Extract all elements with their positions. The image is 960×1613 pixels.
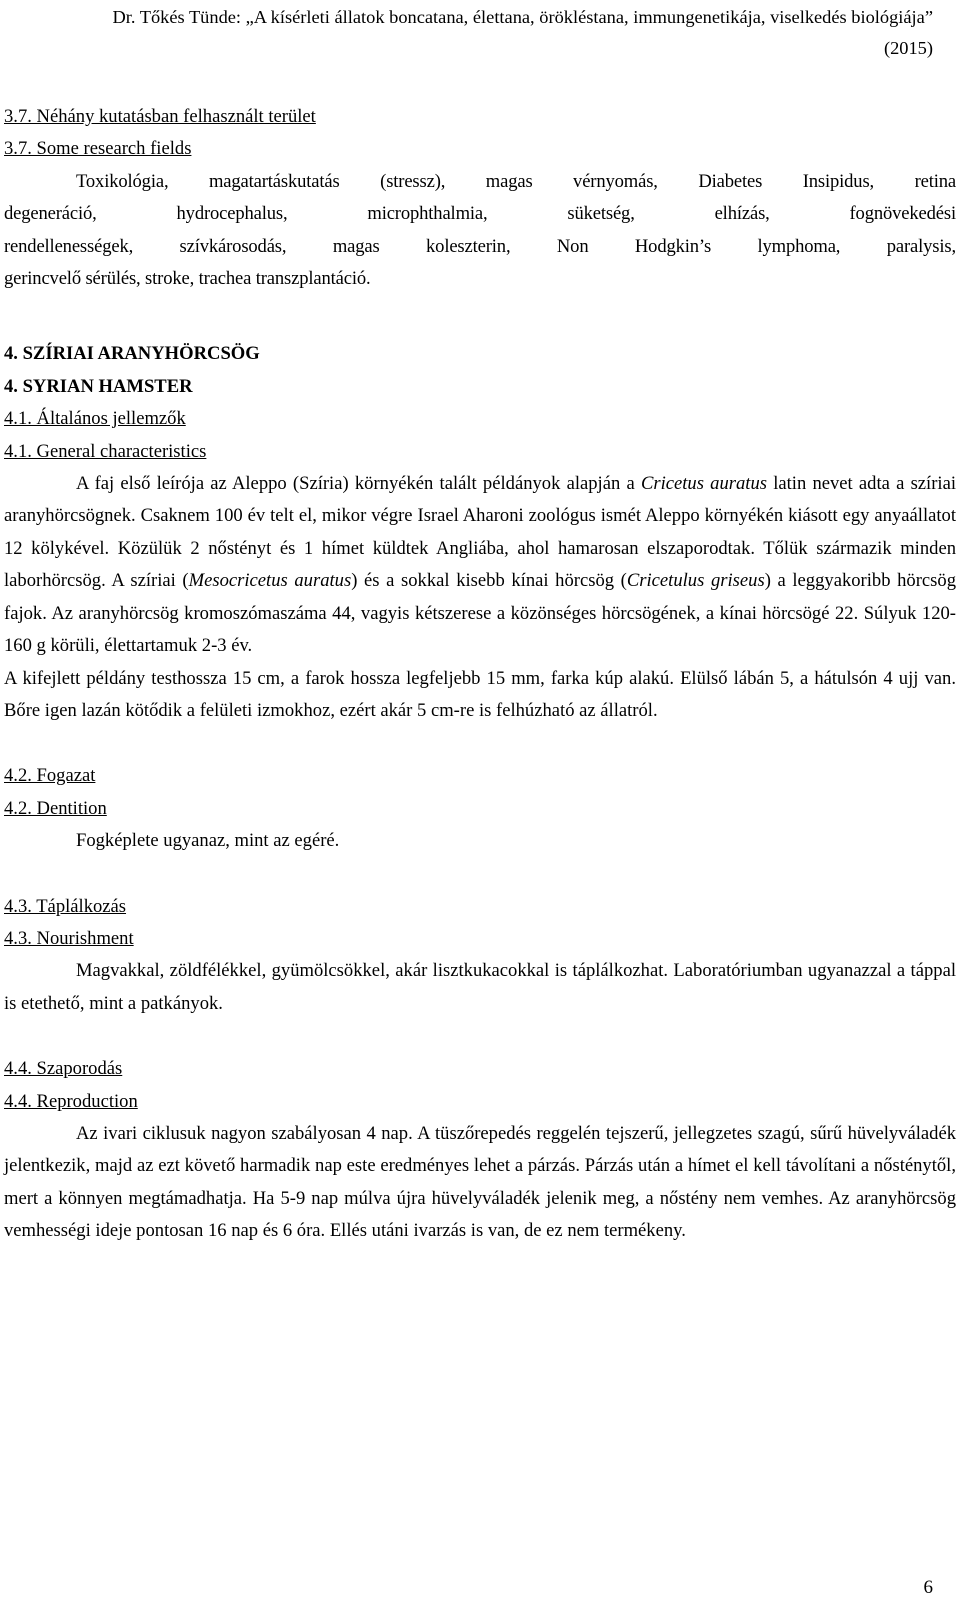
p1-part-a: A faj első leírója az Aleppo (Szíria) környékén talált példányok alapján a [76, 473, 641, 495]
page-number: 6 [923, 1577, 933, 1598]
header-line-2: (2015) [883, 38, 933, 58]
chapter-4-title-en: 4. SYRIAN HAMSTER [4, 375, 193, 397]
page-content [4, 101, 956, 1248]
reproduction-paragraph: Az ivari ciklusuk nagyon szabályosan 4 nap. A tüszőrepedés reggelén tejszerű, jellegzetes szagú, sűrű hüvelyváladék jelentkezik, majd az ezt követő harmadik nap este eredményes lehet a párzás. Párzás után a hímet el kell távolítani a nősténytől, mert a könnyen megtámadhatja. Ha 5-9 nap múlva újra hüvelyváladék jelenik meg, a nőstény nem vemhes. Az aranyhörcsög vemhességi ideje pontosan 16 nap és 6 óra. Ellés utáni ivarzás is van, de ez nem termékeny. [4, 1122, 956, 1242]
section-4-1-title-hu: 4.1. Általános jellemzők [4, 408, 186, 430]
section-3-7-title-hu: 3.7. Néhány kutatásban felhasznált terület [4, 106, 316, 127]
p1-part-c: ) és a sokkal kisebb kínai hörcsög ( [351, 570, 627, 592]
running-header [13, 2, 933, 64]
research-fields-line-3: rendellenességek, szívkárosodás, magas koleszterin, Non Hodgkin’s lymphoma, paralysis, [4, 235, 956, 257]
research-fields-line-2: degeneráció, hydrocephalus, microphthalmia, süketség, elhízás, fognövekedési [4, 203, 956, 225]
nourishment-paragraph: Magvakkal, zöldfélékkel, gyümölcsökkel, akár lisztkukacokkal is táplálkozhat. Laboratóriumban ugyanazzal a táppal is etethető, mint a patkányok. [4, 960, 956, 1014]
section-4-2-title-hu: 4.2. Fogazat [4, 765, 96, 787]
p1-part-b: latin nevet adta a szíriai aranyhörcsögnek. Csaknem 100 év telt el, mikor végre Israel Aharoni zoológus ismét Aleppo környékén kiásott egy anyaállatot 12 kölykével. Közülük 2 nőstényt és 1 hímet küldtek Angliába, ahol hamarosan elszaporodtak. Tőlük származik minden laborhörcsög. A szíriai ( [4, 473, 956, 592]
general-characteristics-paragraph [4, 468, 956, 662]
p1-italic-cricetus-auratus: Cricetus auratus [640, 473, 767, 495]
section-4-4-title-hu: 4.4. Szaporodás [4, 1058, 123, 1080]
section-4-3-title-en: 4.3. Nourishment [4, 927, 134, 949]
p1-italic-mesocricetus-auratus: Mesocricetus auratus [188, 570, 352, 592]
dentition-paragraph: Fogképlete ugyanaz, mint az egéré. [76, 830, 340, 852]
section-4-2-title-en: 4.2. Dentition [4, 797, 107, 819]
body-description-paragraph: A kifejlett példány testhossza 15 cm, a farok hossza legfeljebb 15 mm, farka kúp alakú. Elülső lábán 5, a hátulsón 4 ujj van. Bőre igen lazán kötődik a felületi izmokhoz, ezért akár 5 cm-re is felhúzható az állatról. [4, 667, 956, 721]
section-4-4-title-en: 4.4. Reproduction [4, 1090, 138, 1112]
header-line-1: Dr. Tőkés Tünde: „A kísérleti állatok boncatana, élettana, örökléstana, immungenetikája, viselkedés biológiája” [112, 7, 933, 27]
section-4-3-title-hu: 4.3. Táplálkozás [4, 895, 127, 917]
p1-part-d: ) a leggyakoribb hörcsög fajok. Az aranyhörcsög kromoszómaszáma 44, vagyis kétszerese a közönséges hörcsögének, a kínai hörcsögé 22. Súlyuk 120-160 g körüli, élettartamuk 2-3 év. [4, 570, 956, 657]
p1-italic-cricetulus-griseus: Cricetulus griseus [626, 570, 765, 592]
section-4-1-title-en: 4.1. General characteristics [4, 440, 207, 462]
research-fields-line-4: gerincvelő sérülés, stroke, trachea transzplantáció. [4, 268, 371, 290]
section-3-7-title-en: 3.7. Some research fields [4, 138, 192, 160]
research-fields-line-1: Toxikológia, magatartáskutatás (stressz), magas vérnyomás, Diabetes Insipidus, retina [76, 170, 956, 192]
chapter-4-title-hu: 4. SZÍRIAI ARANYHÖRCSÖG [4, 343, 260, 365]
